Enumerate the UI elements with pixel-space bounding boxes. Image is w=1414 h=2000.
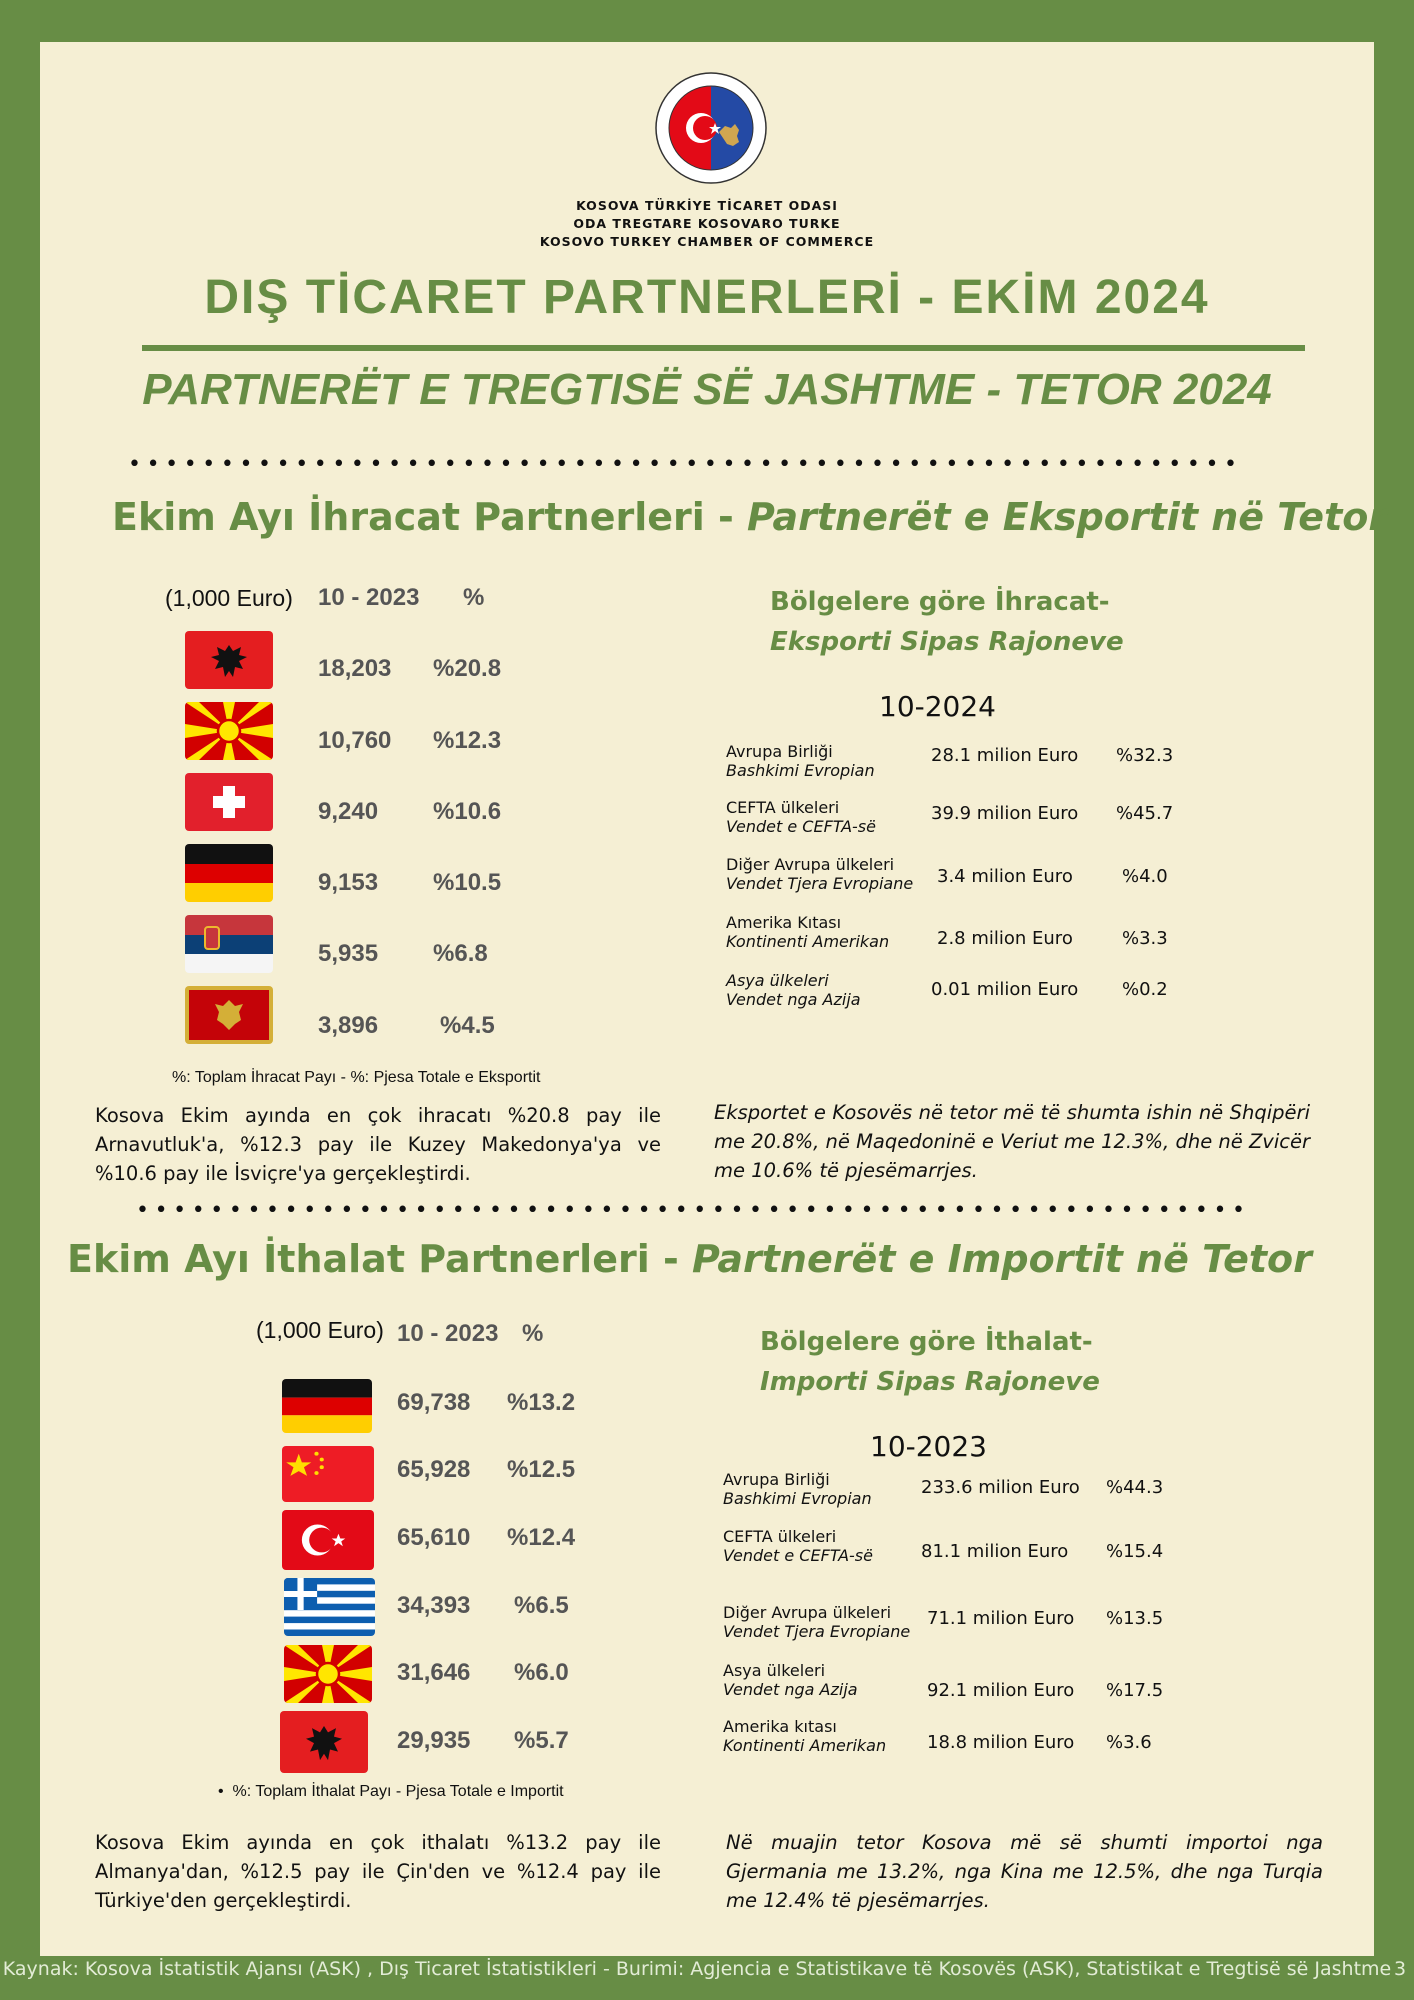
- export-row-3-value: 9,240: [318, 798, 379, 825]
- import-row-6-pct: %5.7: [514, 1727, 569, 1754]
- title-tr: DIŞ TİCARET PARTNERLERİ - EKİM 2024: [204, 271, 1210, 324]
- north-macedonia-flag: [185, 702, 273, 760]
- export-row-5-value: 5,935: [318, 940, 379, 967]
- import-region-5-name: Amerika kıtası Kontinenti Amerikan: [723, 1717, 887, 1755]
- import-regions-year: 10-2023: [870, 1430, 987, 1463]
- export-region-5-amount: 0.01 milion Euro: [931, 979, 1079, 1000]
- dotted-divider-middle: ••••••••••••••••••••••••••••••••••••••••••••••••••••••••••••: [136, 1198, 1251, 1223]
- import-row-2-pct: %12.5: [507, 1456, 576, 1483]
- export-regions-title: [770, 582, 1124, 662]
- import-region-5-amount: 18.8 milion Euro: [927, 1732, 1075, 1753]
- import-row-2-value: 65,928: [397, 1456, 471, 1483]
- import-row-5-pct: %6.0: [514, 1659, 569, 1686]
- page-number: 3: [1394, 1958, 1407, 1980]
- import-unit-label: (1,000 Euro): [256, 1317, 384, 1343]
- montenegro-flag: [185, 986, 273, 1044]
- import-col-pct: %: [522, 1320, 544, 1347]
- export-col-value: 10 - 2023: [318, 584, 420, 611]
- export-row-5-pct: %6.8: [433, 940, 488, 967]
- export-region-3-pct: %4.0: [1122, 866, 1168, 887]
- import-title-sq: Partnerët e Importit në Tetor: [691, 1237, 1312, 1281]
- import-region-1-name: Avrupa Birliği Bashkimi Evropian: [723, 1470, 872, 1508]
- source-footer: Kaynak: Kosova İstatistik Ajansı (ASK) , Dış Ticaret İstatistikleri - Burimi: Agjencia e Statistikave të Kosovës (ASK), Statistikat e Tregtisë së Jashtme: [2, 1958, 1392, 1980]
- export-region-2-amount: 39.9 milion Euro: [931, 803, 1079, 824]
- import-legend: • %: Toplam İthalat Payı - Pjesa Totale e Importit: [218, 1783, 564, 1800]
- china-flag: [282, 1446, 374, 1502]
- export-region-1-name: Avrupa Birliği Bashkimi Evropian: [726, 742, 875, 780]
- import-region-4-name: Asya ülkeleri Vendet nga Azija: [723, 1661, 858, 1699]
- export-legend: %: Toplam İhracat Payı - %: Pjesa Totale e Eksportit: [172, 1069, 541, 1086]
- export-section-title: [112, 495, 1387, 539]
- export-region-2-name: CEFTA ülkeleri Vendet e CEFTA-së: [726, 798, 876, 836]
- north-macedonia-flag: [284, 1645, 372, 1703]
- switzerland-flag: [185, 773, 273, 831]
- import-text-sq: Në muajin tetor Kosova më së shumti importoi nga Gjermania me 13.2%, nga Kina me 12.5%, dhe nga Turqia me 12.4% të pjesëmarrjes.: [726, 1831, 1323, 1912]
- import-row-5-value: 31,646: [397, 1659, 471, 1686]
- turkey-flag: [282, 1510, 374, 1570]
- export-region-1-pct: %32.3: [1116, 745, 1174, 766]
- import-col-value: 10 - 2023: [397, 1320, 499, 1347]
- import-region-3-name: Diğer Avrupa ülkeleri Vendet Tjera Evropiane: [723, 1603, 911, 1641]
- export-regions-title-tr: Bölgelere göre İhracat-: [770, 587, 1110, 617]
- export-row-1-pct: %20.8: [433, 655, 502, 682]
- germany-flag: [185, 844, 273, 902]
- import-region-1-amount: 233.6 milion Euro: [921, 1477, 1080, 1498]
- greece-flag: [284, 1578, 375, 1636]
- import-region-2-name: CEFTA ülkeleri Vendet e CEFTA-së: [723, 1527, 873, 1565]
- import-row-4-pct: %6.5: [514, 1592, 569, 1619]
- export-text-sq: Eksportet e Kosovës në tetor më të shumta ishin në Shqipëri me 20.8%, në Maqedoninë e Veriut me 12.3%, dhe në Zvicër me 10.6% të pjesëmarrjes.: [714, 1101, 1310, 1182]
- import-row-3-pct: %12.4: [507, 1524, 576, 1551]
- export-text-tr: Kosova Ekim ayında en çok ihracatı %20.8 pay ile Arnavutluk'a, %12.3 pay ile Kuzey Makedonya'ya ve %10.6 pay ile İsviçre'ya gerçekleştirdi.: [95, 1104, 661, 1185]
- export-region-3-name: Diğer Avrupa ülkeleri Vendet Tjera Evropiane: [726, 855, 914, 893]
- albania-flag: [185, 631, 273, 689]
- import-region-3-amount: 71.1 milion Euro: [927, 1608, 1075, 1629]
- org-name-sq: ODA TREGTARE KOSOVARO TURKE: [573, 216, 841, 231]
- export-regions-title-sq: Eksporti Sipas Rajoneve: [770, 627, 1124, 657]
- import-region-5-pct: %3.6: [1106, 1732, 1152, 1753]
- import-region-3-pct: %13.5: [1106, 1608, 1164, 1629]
- import-region-1-pct: %44.3: [1106, 1477, 1164, 1498]
- export-row-2-pct: %12.3: [433, 727, 502, 754]
- chamber-logo: [655, 72, 767, 184]
- export-row-4-value: 9,153: [318, 869, 379, 896]
- dotted-divider-top: ••••••••••••••••••••••••••••••••••••••••••••••••••••••••••••: [128, 452, 1243, 477]
- title-sq: PARTNERËT E TREGTISË SË JASHTME - TETOR 2024: [142, 365, 1272, 414]
- export-title-tr: Ekim Ayı İhracat Partnerleri -: [112, 495, 748, 539]
- import-region-4-amount: 92.1 milion Euro: [927, 1680, 1075, 1701]
- export-region-5-name: Asya ülkeleri Vendet nga Azija: [726, 971, 861, 1009]
- export-row-4-pct: %10.5: [433, 869, 502, 896]
- albania-flag: [280, 1711, 368, 1773]
- import-text-tr: Kosova Ekim ayında en çok ithalatı %13.2 pay ile Almanya'dan, %12.5 pay ile Çin'den ve %12.4 pay ile Türkiye'den gerçekleştirdi.: [95, 1831, 661, 1912]
- export-unit-label: (1,000 Euro): [165, 585, 293, 611]
- import-row-1-pct: %13.2: [507, 1389, 576, 1416]
- import-region-2-amount: 81.1 milion Euro: [921, 1541, 1069, 1562]
- export-row-1-value: 18,203: [318, 655, 392, 682]
- export-region-3-amount: 3.4 milion Euro: [937, 866, 1073, 887]
- title-divider: [142, 345, 1305, 351]
- import-regions-title-sq: Importi Sipas Rajoneve: [760, 1367, 1100, 1397]
- export-row-6-pct: %4.5: [440, 1012, 495, 1039]
- import-row-1-value: 69,738: [397, 1389, 471, 1416]
- import-region-4-pct: %17.5: [1106, 1680, 1164, 1701]
- export-region-2-pct: %45.7: [1116, 803, 1174, 824]
- export-region-5-pct: %0.2: [1122, 979, 1168, 1000]
- org-name-tr: KOSOVA TÜRKİYE TİCARET ODASI: [576, 198, 838, 213]
- org-name-en: KOSOVO TURKEY CHAMBER OF COMMERCE: [539, 234, 875, 249]
- export-col-pct: %: [463, 584, 485, 611]
- import-region-2-pct: %15.4: [1106, 1541, 1164, 1562]
- import-regions-title: [760, 1322, 1100, 1402]
- import-regions-title-tr: Bölgelere göre İthalat-: [760, 1327, 1093, 1357]
- export-region-4-pct: %3.3: [1122, 928, 1168, 949]
- germany-flag: [282, 1379, 372, 1433]
- export-row-6-value: 3,896: [318, 1012, 379, 1039]
- export-row-2-value: 10,760: [318, 727, 392, 754]
- export-title-sq: Partnerët e Eksportit në Tetor: [747, 495, 1388, 539]
- import-row-6-value: 29,935: [397, 1727, 471, 1754]
- import-section-title: [67, 1237, 1312, 1281]
- serbia-flag: [185, 915, 273, 973]
- export-row-3-pct: %10.6: [433, 798, 502, 825]
- export-region-4-amount: 2.8 milion Euro: [937, 928, 1073, 949]
- export-regions-year: 10-2024: [879, 690, 996, 723]
- export-region-4-name: Amerika Kıtası Kontinenti Amerikan: [726, 913, 890, 951]
- import-row-4-value: 34,393: [397, 1592, 471, 1619]
- import-row-3-value: 65,610: [397, 1524, 471, 1551]
- export-region-1-amount: 28.1 milion Euro: [931, 745, 1079, 766]
- import-title-tr: Ekim Ayı İthalat Partnerleri -: [67, 1237, 692, 1281]
